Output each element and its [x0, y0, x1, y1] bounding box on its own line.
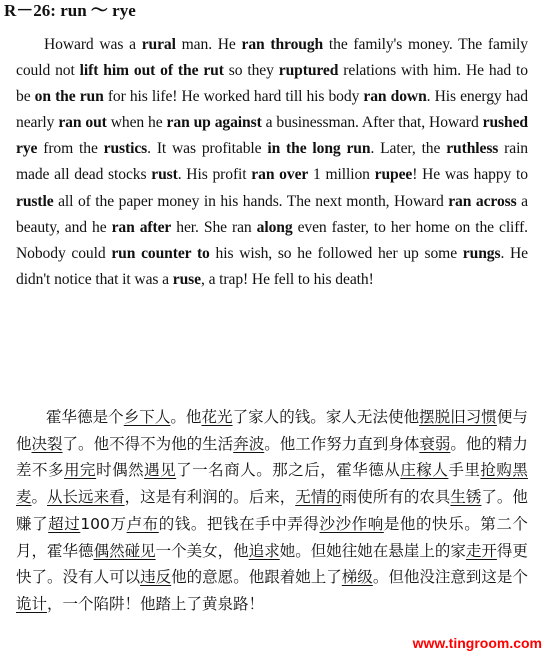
vocab-term: rushed rye — [16, 114, 528, 158]
translation-text: 时偶然 — [96, 461, 145, 480]
page-heading: R－26: run ～ rye — [4, 1, 136, 20]
vocab-translation: 超过 — [48, 514, 81, 533]
vocab-translation: 决裂 — [31, 434, 63, 453]
passage-text: from the — [37, 140, 104, 158]
vocab-translation: 追求 — [248, 541, 280, 560]
vocab-term: ran up against — [166, 114, 262, 132]
translation-text: ，一个陷阱！他踏上了黄泉路！ — [47, 594, 265, 613]
vocab-translation: 花光 — [201, 408, 233, 426]
passage-text: his wish, so he followed her up some — [209, 244, 463, 262]
translation-text: 了。他赚了 — [16, 488, 528, 533]
vocab-translation: 用完 — [64, 461, 97, 480]
translation-text: 。他工作努力直到身体 — [264, 434, 420, 453]
vocab-term: lift him out of the rut — [79, 62, 224, 80]
translation-text: 得更快了。没有人可以 — [16, 541, 528, 587]
translation-text: 是他的快乐。第二个月，霍华德 — [16, 514, 528, 560]
vocab-term: ran through — [241, 36, 324, 53]
passage-text: for his life! He worked hard till his body — [103, 88, 364, 106]
passage-text: . It was profitable — [147, 140, 268, 158]
vocab-term: rustle — [16, 192, 54, 210]
translation-text: 100万 — [80, 514, 127, 533]
vocab-term: rupee — [374, 166, 413, 184]
passage-text: the family's money. The family could not — [16, 36, 528, 80]
vocab-translation: 遇见 — [144, 461, 177, 480]
passage-text: a businessman. After that, Howard — [261, 114, 483, 132]
translation-text: 一个美女，他 — [155, 541, 249, 560]
vocab-term: ran across — [448, 192, 517, 210]
vocab-translation: 卢布 — [126, 514, 159, 533]
translation-text: 便与他 — [16, 408, 528, 453]
passage-text: all of the paper money in his hands. The next month, Howard — [53, 192, 449, 210]
vocab-translation: 抢购黑麦 — [16, 461, 528, 507]
vocab-translation: 违反 — [140, 568, 172, 587]
passage-text: ! He was happy to — [412, 166, 528, 184]
passage-text: man. He — [175, 36, 242, 53]
vocab-translation: 庄稼人 — [400, 461, 449, 480]
passage-text: when he — [106, 114, 167, 132]
vocab-translation: 乡下人 — [123, 408, 171, 426]
passage-text: her. She ran — [171, 218, 257, 236]
passage-text: rain made all dead stocks — [16, 140, 529, 184]
vocab-term: rustics — [103, 140, 148, 158]
vocab-term: ruthless — [446, 140, 499, 158]
translation-text: 了家人的钱。家人无法使他 — [232, 408, 420, 426]
vocab-term: ran over — [251, 166, 309, 184]
vocab-term: ran down — [363, 88, 427, 106]
translation-text: 。他 — [170, 408, 202, 426]
vocab-translation: 偶然碰见 — [93, 541, 156, 560]
vocab-term: ruse — [172, 270, 201, 288]
vocab-term: rungs — [462, 244, 501, 262]
vocab-translation: 沙沙作响 — [319, 514, 384, 533]
vocab-term: ran out — [58, 114, 107, 132]
vocab-term: rust — [151, 166, 178, 184]
passage-text: . He didn't notice that it was a — [16, 244, 528, 288]
passage-text: even faster, to her home on the cliff. Nobody could — [16, 218, 528, 262]
chinese-translation — [16, 404, 528, 618]
vocab-translation: 诡计 — [16, 594, 48, 613]
passage-text: relations with him. He had to be — [16, 62, 528, 106]
vocab-translation: 生锈 — [450, 488, 482, 507]
passage-text: . His energy had nearly — [16, 88, 528, 132]
vocab-term: rural — [141, 36, 176, 53]
passage-text: . Later, the — [370, 140, 447, 158]
translation-text: 了。他不得不为他的生活 — [62, 434, 234, 453]
passage-text: , a trap! He fell to his death! — [200, 270, 374, 288]
translation-text: 了一名商人。那之后，霍华德从 — [176, 461, 401, 480]
translation-text: ，这是有利润的。后来， — [124, 488, 296, 507]
passage-text: a beauty, and he — [16, 192, 528, 236]
passage-text: Howard was a — [44, 36, 142, 53]
passage-text: so they — [223, 62, 279, 80]
vocab-term: run counter to — [111, 244, 210, 262]
vocab-translation: 走开 — [465, 541, 497, 560]
translation-text: 手里 — [448, 461, 481, 480]
vocab-translation: 衰弱 — [419, 434, 451, 453]
translation-text: 。 — [31, 488, 48, 507]
translation-text: 。他的精力差不多 — [16, 434, 528, 480]
site-watermark: www.tingroom.com — [409, 633, 546, 653]
passage-text: 1 million — [308, 166, 375, 184]
translation-text: 他的意愿。他跟着她上了 — [171, 568, 342, 587]
vocab-translation: 奔波 — [233, 434, 265, 453]
translation-text: 霍华德是个 — [46, 408, 124, 426]
vocab-term: in the long run — [267, 140, 371, 158]
passage-text: . His profit — [177, 166, 252, 184]
translation-text: 她。但她往她在悬崖上的家 — [279, 541, 466, 560]
english-passage — [16, 32, 528, 293]
vocab-term: along — [256, 218, 293, 236]
vocab-translation: 从长远来看 — [47, 488, 125, 507]
vocab-translation: 梯级 — [341, 568, 373, 587]
vocab-translation: 无情的 — [295, 488, 342, 507]
translation-text: 。但他没注意到这是个 — [372, 568, 528, 587]
vocab-translation: 摆脱旧习惯 — [419, 408, 497, 426]
translation-text: 的钱。把钱在手中弄得 — [158, 514, 320, 533]
vocab-term: ran after — [111, 218, 172, 236]
vocab-term: ruptured — [278, 62, 339, 80]
translation-text: 雨使所有的农具 — [341, 488, 451, 507]
vocab-term: on the run — [34, 88, 104, 106]
